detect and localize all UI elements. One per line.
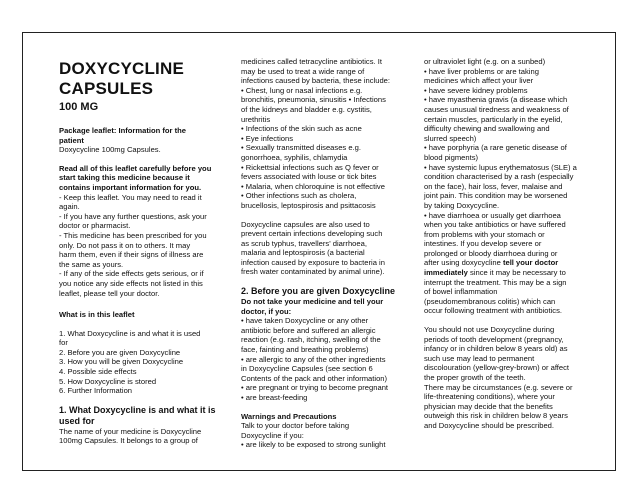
read-warning: start taking this medicine because it: [59, 173, 190, 183]
body-line: face, fainting and breathing problems): [241, 345, 369, 355]
body-line: slurred speech): [424, 133, 477, 143]
body-line: antibiotic before and suffered an allergic: [241, 325, 376, 335]
body-line: life-threatening conditions), where your: [424, 392, 555, 402]
body-line: difficulty chewing and swallowing and: [424, 124, 550, 134]
body-line: • Infections of the skin such as acne: [241, 124, 362, 134]
body-line: Talk to your doctor before taking: [241, 421, 350, 431]
read-line: leaflet, please tell your doctor.: [59, 288, 160, 298]
read-line: again.: [59, 202, 80, 212]
read-warning: Read all of this leaflet carefully before you: [59, 163, 212, 173]
body-line: You should not use Doxycycline during: [424, 325, 555, 335]
body-line: brucellosis, leptospirosis and psittacosis: [241, 200, 376, 210]
body-line: interrupt the treatment. This may be a sign: [424, 277, 567, 287]
emphasis-text: tell your doctor: [502, 258, 559, 268]
toc-item: 6. Further Information: [59, 386, 133, 396]
body-line: • have porphyria (a rare genetic disease of: [424, 143, 567, 153]
read-line: - This medicine has been prescribed for you: [59, 230, 207, 240]
body-line: • Rickettsial infections such as Q fever or: [241, 162, 379, 172]
section-1-heading: 1. What Doxycycline is and what it is: [59, 404, 216, 415]
body-line: • have severe kidney problems: [424, 85, 528, 95]
body-line: fevers associated with louse or tick bites: [241, 172, 377, 182]
body-line: prevent certain infections developing such: [241, 229, 383, 239]
title-line-2: CAPSULES: [59, 79, 154, 98]
body-line: infection caused by exposure to bacteria in: [241, 257, 385, 267]
section-2-heading: 2. Before you are given Doxycycline: [241, 286, 396, 297]
body-line: occur following treatment with antibiotics.: [424, 306, 563, 316]
column-1: [59, 33, 231, 446]
body-line: outweigh this risk in children below 8 years: [424, 411, 568, 421]
body-line: and Doxycycline should be prescribed.: [424, 420, 555, 430]
read-line: the same as yours.: [59, 259, 124, 269]
body-line: may be used to treat a wide range of: [241, 66, 365, 76]
body-line: from problems with your stomach or: [424, 229, 545, 239]
body-line: fresh water contaminated by animal urine).: [241, 267, 385, 277]
body-line: Contents of the pack and other information): [241, 373, 388, 383]
body-line: as scrub typhus, travellers' diarrhoea,: [241, 238, 367, 248]
toc-item: 4. Possible side effects: [59, 367, 137, 377]
body-line: reaction (e.g. rash, itching, swelling of the: [241, 335, 381, 345]
body-line: (pseudomembranous colitis) which can: [424, 296, 556, 306]
leaflet-sub: Doxycycline 100mg Capsules.: [59, 145, 161, 155]
read-line: - If you have any further questions, ask your: [59, 211, 207, 221]
body-line: There may be circumstances (e.g. severe or: [424, 382, 573, 392]
section-2-warning: doctor, if you:: [241, 306, 292, 316]
body-line: periods of tooth development (pregnancy,: [424, 334, 564, 344]
toc-item: for: [59, 338, 68, 348]
leaflet-heading-1: Package leaflet: Information for the: [59, 126, 187, 135]
body-line: Doxycycline capsules are also used to: [241, 219, 370, 229]
body-line: in Doxycycline Capsules (see section 6: [241, 364, 373, 374]
read-line: only. Do not pass it on to others. It may: [59, 240, 191, 250]
body-line: intestines. If you develop severe or: [424, 239, 542, 249]
body-line: physician may decide that the benefits: [424, 401, 553, 411]
body-line: of the kidneys and bladder e.g. cystitis,: [241, 104, 372, 114]
body-line: prolonged or bloody diarrhoea during or: [424, 248, 558, 258]
body-line: condition characterised by a rash (especially: [424, 172, 574, 182]
column-2: [241, 33, 415, 450]
body-line: • are allergic to any of the other ingredients: [241, 354, 386, 364]
body-line: joint pain. This condition may be worsened: [424, 191, 568, 201]
body-line: urethritis: [241, 114, 271, 124]
read-line: you notice any side effects not listed in this: [59, 278, 203, 288]
read-warning: contains important information for you.: [59, 182, 202, 192]
body-line: discolouration (yellow-grey-brown) or affect: [424, 363, 570, 373]
body-line: • have myasthenia gravis (a disease which: [424, 95, 568, 105]
body-line: • are pregnant or trying to become pregnant: [241, 383, 389, 393]
body-line: by taking Doxycycline.: [424, 200, 500, 210]
body-line-mixed: [424, 258, 602, 268]
body-line: • have liver problems or are taking: [424, 66, 539, 76]
body-line: infections caused by bacteria, these include:: [241, 76, 391, 86]
read-line: doctor or pharmacist.: [59, 221, 131, 231]
leaflet-heading-2: patient: [59, 135, 84, 145]
body-line: bronchitis, pneumonia, sinusitis • Infections: [241, 95, 386, 105]
body-text: since it may be necessary to: [467, 268, 566, 278]
body-line: • have taken Doxycycline or any other: [241, 316, 369, 326]
toc-item: 5. How Doxycycline is stored: [59, 376, 157, 386]
column-3: [424, 33, 602, 431]
section-2-warning: Do not take your medicine and tell your: [241, 297, 384, 307]
body-line: infancy or in children below 8 years old) as: [424, 344, 568, 354]
toc-item: 1. What Doxycycline is and what it is used: [59, 328, 201, 338]
body-line: malaria and leptospirosis (a bacterial: [241, 248, 365, 258]
body-line: • are breast-feeding: [241, 393, 308, 402]
body-line: • Chest, lung or nasal infections e.g.: [241, 85, 363, 95]
title-line-1: DOXYCYCLINE: [59, 59, 184, 78]
toc-item: 3. How you will be given Doxycycline: [59, 357, 184, 367]
read-line: harm them, even if their signs of illness are: [59, 250, 204, 260]
body-line: • Sexually transmitted diseases e.g.: [241, 143, 361, 153]
section-1-line: The name of your medicine is Doxycycline: [59, 426, 202, 436]
body-line: • are likely to be exposed to strong sunlight: [241, 440, 386, 450]
body-line: when you take antibiotics or have suffered: [424, 220, 566, 230]
body-line: blood pigments): [424, 152, 479, 162]
body-line: or ultraviolet light (e.g. on a sunbed): [424, 57, 546, 66]
body-line-mixed: [424, 268, 602, 278]
read-line: - Keep this leaflet. You may need to read it: [59, 192, 202, 202]
warnings-heading: Warnings and Precautions: [241, 411, 337, 421]
body-line: • have diarrhoea or usually get diarrhoea: [424, 210, 561, 220]
body-line: of bowel inflammation: [424, 287, 498, 297]
body-line: • Other infections such as cholera,: [241, 191, 357, 201]
body-line: certain muscles, particularly in the eyelid,: [424, 114, 563, 124]
section-1-line: 100mg Capsules. It belongs to a group of: [59, 436, 198, 446]
body-line: such use may lead to permanent: [424, 353, 535, 363]
body-line: causes unusual tiredness and weakness of: [424, 104, 569, 114]
body-line: on the face), hair loss, fever, malaise and: [424, 181, 563, 191]
toc-heading: What is in this leaflet: [59, 310, 135, 320]
emphasis-text: immediately: [424, 268, 468, 278]
body-text: after using doxycycline: [424, 258, 503, 268]
leaflet-page: [22, 32, 616, 471]
body-line: medicines called tetracycline antibiotics. It: [241, 57, 382, 66]
body-line: the proper growth of the teeth.: [424, 373, 526, 382]
body-line: medicines which affect your liver: [424, 76, 534, 86]
body-line: • Malaria, when chloroquine is not effective: [241, 181, 385, 191]
body-line: gonorrhoea, syphilis, chlamydia: [241, 152, 348, 162]
body-line: • Eye infections: [241, 133, 294, 143]
toc-item: 2. Before you are given Doxycycline: [59, 347, 181, 357]
strength: 100 MG: [59, 101, 99, 113]
body-line: • have systemic lupus erythematosus (SLE) a: [424, 162, 577, 172]
body-line: Doxycycline if you:: [241, 430, 304, 440]
read-line: - If any of the side effects gets serious, or if: [59, 269, 204, 279]
section-1-heading: used for: [59, 415, 95, 426]
